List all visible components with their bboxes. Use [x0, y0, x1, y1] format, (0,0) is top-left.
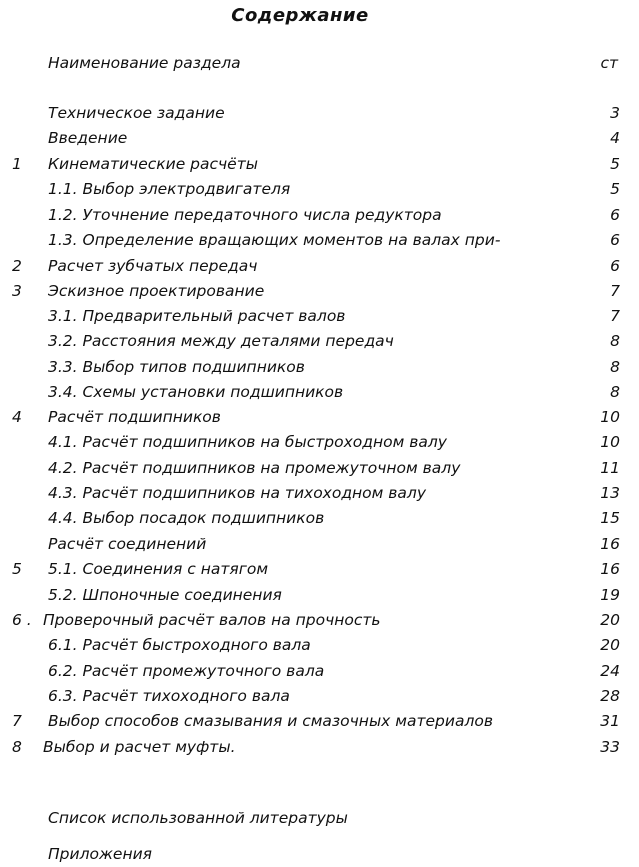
toc-entry: [0, 634, 639, 656]
toc-entry: [0, 280, 639, 302]
toc-entry: [0, 406, 639, 428]
toc-entry-title: Выбор и расчет муфты.: [43, 738, 236, 756]
toc-entry-title: 5.2. Шпоночные соединения: [48, 586, 282, 604]
toc-entry-page: 3: [610, 104, 620, 122]
page-title: Содержание: [231, 5, 369, 26]
toc-entry-title: 3.4. Схемы установки подшипников: [48, 383, 344, 401]
toc-entry: [0, 736, 639, 758]
toc-entry-page: 8: [610, 332, 620, 350]
toc-entry-page: 16: [600, 535, 620, 553]
toc-entry-page: 8: [610, 383, 620, 401]
toc-entry-page: 5: [610, 180, 620, 198]
toc-entry-page: 10: [600, 433, 620, 451]
toc-entry: [0, 584, 639, 606]
toc-entry-page: 33: [600, 738, 620, 756]
toc-entry-title: 3.3. Выбор типов подшипников: [48, 358, 305, 376]
toc-entry: [0, 229, 639, 251]
toc-appendix: [0, 843, 639, 865]
toc-entry-page: 13: [600, 484, 620, 502]
toc-entry-number: 8: [12, 738, 22, 756]
toc-entry-title: Расчет зубчатых передач: [48, 257, 258, 275]
toc-entry-number: 4: [12, 408, 22, 426]
toc-entry-page: 7: [610, 282, 620, 300]
toc-entry-number: 5: [12, 560, 22, 578]
toc-entry-title: Расчёт соединений: [48, 535, 207, 553]
toc-entry-title: Проверочный расчёт валов на прочность: [43, 611, 381, 629]
toc-entry-page: 7: [610, 307, 620, 325]
toc-entry-page: 19: [600, 586, 620, 604]
toc-entry-title: 1.2. Уточнение передаточного числа редуктора: [48, 206, 442, 224]
toc-entry: [0, 710, 639, 732]
toc-entry: [0, 685, 639, 707]
toc-entry-page: 6: [610, 257, 620, 275]
toc-literature-title: Список использованной литературы: [48, 809, 348, 827]
toc-entry-page: 8: [610, 358, 620, 376]
toc-entry-page: 5: [610, 155, 620, 173]
section-column-label: Наименование раздела: [48, 54, 241, 72]
toc-entry-page: 10: [600, 408, 620, 426]
toc-entry-title: 1.1. Выбор электродвигателя: [48, 180, 291, 198]
toc-entry: [0, 558, 639, 580]
page-column-label: ст: [600, 54, 618, 72]
toc-entry-page: 31: [600, 712, 620, 730]
toc-entry-title: 4.4. Выбор посадок подшипников: [48, 509, 325, 527]
toc-entry: [0, 609, 639, 631]
toc-entry-page: 20: [600, 611, 620, 629]
toc-entry-title: 5.1. Соединения с натягом: [48, 560, 269, 578]
toc-header: [0, 52, 639, 74]
toc-entry-title: Введение: [48, 129, 128, 147]
toc-entry-title: 4.3. Расчёт подшипников на тихоходном валу: [48, 484, 427, 502]
toc-entry-page: 6: [610, 231, 620, 249]
toc-entry-page: 16: [600, 560, 620, 578]
toc-entry: [0, 660, 639, 682]
toc-entry: [0, 533, 639, 555]
toc-entry: [0, 381, 639, 403]
toc-entry-page: 20: [600, 636, 620, 654]
toc-entry-title: 6.1. Расчёт быстроходного вала: [48, 636, 311, 654]
toc-entry: [0, 507, 639, 529]
toc-entry-page: 6: [610, 206, 620, 224]
toc-entry-page: 15: [600, 509, 620, 527]
toc-entry-page: 4: [610, 129, 620, 147]
toc-entry-title: 4.2. Расчёт подшипников на промежуточном валу: [48, 459, 461, 477]
toc-entry: [0, 178, 639, 200]
toc-entry-title: Техническое задание: [48, 104, 225, 122]
toc-entry-number: 2: [12, 257, 22, 275]
toc-entry: [0, 431, 639, 453]
toc-entry-page: 28: [600, 687, 620, 705]
toc-entry-title: 6.2. Расчёт промежуточного вала: [48, 662, 325, 680]
toc-entry-title: 1.3. Определение вращающих моментов на валах при-: [48, 231, 501, 249]
toc-entry-page: 11: [600, 459, 620, 477]
toc-entry: [0, 482, 639, 504]
toc-entry: [0, 153, 639, 175]
toc-entry-title: Кинематические расчёты: [48, 155, 258, 173]
toc-entry-title: 6.3. Расчёт тихоходного вала: [48, 687, 290, 705]
toc-entry-title: 3.1. Предварительный расчет валов: [48, 307, 346, 325]
toc-entry: [0, 457, 639, 479]
toc-entry-page: 24: [600, 662, 620, 680]
toc-entry-number: 3: [12, 282, 22, 300]
toc-entry: [0, 255, 639, 277]
toc-entry-title: Расчёт подшипников: [48, 408, 221, 426]
toc-entry: [0, 204, 639, 226]
toc-entry-title: 3.2. Расстояния между деталями передач: [48, 332, 394, 350]
toc-appendix-title: Приложения: [48, 845, 152, 863]
toc-entry-title: Эскизное проектирование: [48, 282, 265, 300]
toc-entry: [0, 305, 639, 327]
toc-entry: [0, 330, 639, 352]
toc-entry-title: 4.1. Расчёт подшипников на быстроходном валу: [48, 433, 447, 451]
toc-entry-title: Выбор способов смазывания и смазочных материалов: [48, 712, 493, 730]
toc-entry: [0, 356, 639, 378]
toc-literature: [0, 807, 639, 829]
toc-entry-number: 7: [12, 712, 22, 730]
toc-entry-number: 1: [12, 155, 22, 173]
toc-entry: [0, 127, 639, 149]
toc-entry: [0, 102, 639, 124]
toc-entry-number: 6 .: [12, 611, 32, 629]
